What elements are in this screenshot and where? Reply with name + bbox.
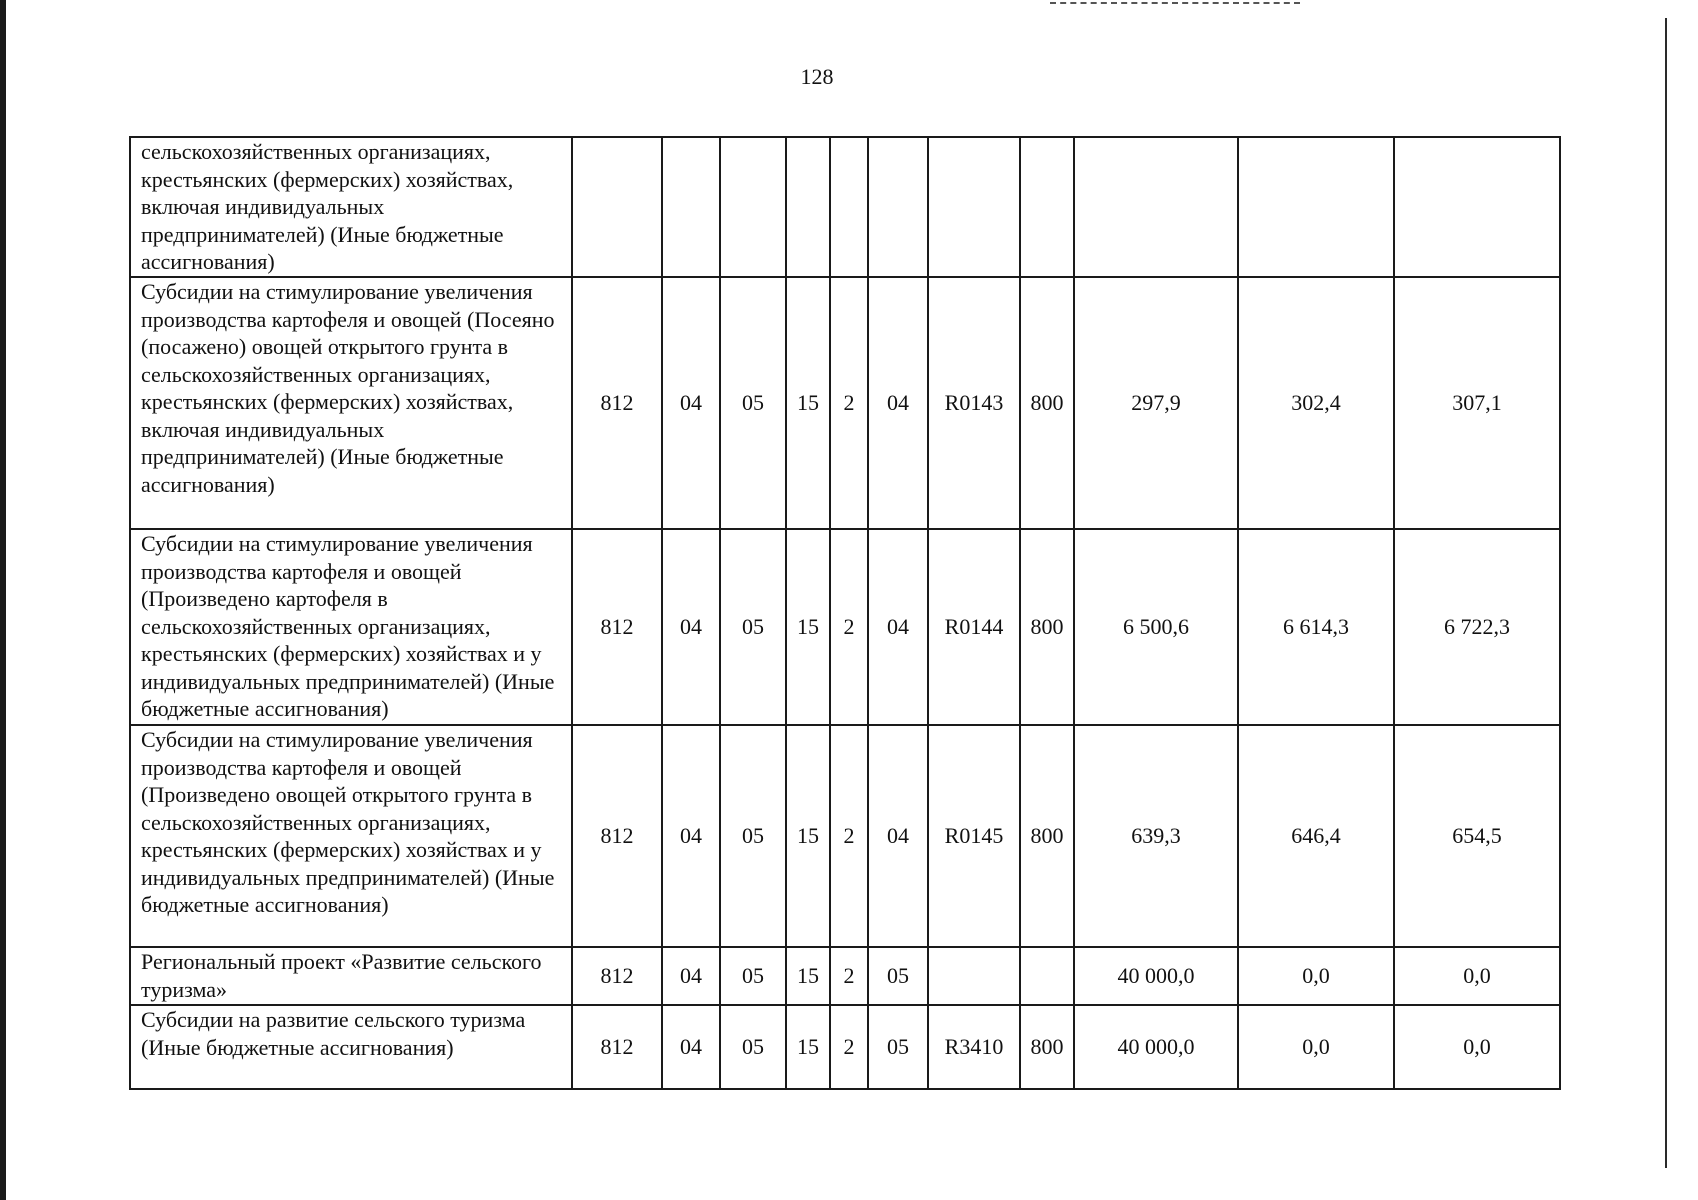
ministry-cell: 812 <box>572 947 662 1005</box>
scan-top-dashes <box>1050 2 1300 4</box>
row-number-cell <box>74 277 130 529</box>
year3-amount-cell <box>1394 137 1560 277</box>
year1-amount-cell <box>1074 137 1238 277</box>
event-cell: 05 <box>868 1005 928 1089</box>
year3-amount-cell: 6 722,3 <box>1394 529 1560 725</box>
section-cell <box>662 137 720 277</box>
subsection-cell: 05 <box>720 947 786 1005</box>
subsection-cell: 05 <box>720 529 786 725</box>
year3-amount-cell: 0,0 <box>1394 947 1560 1005</box>
scan-right-rule <box>1665 18 1667 1168</box>
page-number: 128 <box>800 64 834 89</box>
year2-amount-cell: 0,0 <box>1238 1005 1394 1089</box>
table-row <box>74 277 1560 529</box>
subprogram-cell: 2 <box>830 529 868 725</box>
program-cell: 15 <box>786 529 830 725</box>
year1-amount-cell: 639,3 <box>1074 725 1238 947</box>
section-cell: 04 <box>662 529 720 725</box>
description-cell: Субсидии на стимулирование увеличения производства картофеля и овощей (Произведено картофеля в сельскохозяйственных организациях, крестьянских (фермерских) хозяйствах и у индивидуальных предпринимателей) (Иные бюджетные ассигнования) <box>130 529 572 725</box>
expense-type-cell <box>1020 137 1074 277</box>
row-number-cell <box>74 1005 130 1089</box>
year1-amount-cell: 40 000,0 <box>1074 1005 1238 1089</box>
expense-type-cell <box>1020 947 1074 1005</box>
table-row <box>74 1005 1560 1089</box>
program-cell: 15 <box>786 277 830 529</box>
table-row <box>74 529 1560 725</box>
section-cell: 04 <box>662 725 720 947</box>
direction-cell <box>928 137 1020 277</box>
row-number-cell <box>74 529 130 725</box>
subprogram-cell: 2 <box>830 947 868 1005</box>
ministry-cell: 812 <box>572 1005 662 1089</box>
year1-amount-cell: 297,9 <box>1074 277 1238 529</box>
event-cell: 04 <box>868 725 928 947</box>
event-cell: 04 <box>868 529 928 725</box>
program-cell: 15 <box>786 1005 830 1089</box>
year1-amount-cell: 40 000,0 <box>1074 947 1238 1005</box>
program-cell: 15 <box>786 725 830 947</box>
subprogram-cell: 2 <box>830 1005 868 1089</box>
description-cell: Субсидии на стимулирование увеличения производства картофеля и овощей (Посеяно (посажено) овощей открытого грунта в сельскохозяйственных организациях, крестьянских (фермерских) хозяйствах, включая индивидуальных предпринимателей) (Иные бюджетные ассигнования) <box>130 277 572 529</box>
description-cell: Субсидии на развитие сельского туризма (Иные бюджетные ассигнования) <box>130 1005 572 1089</box>
section-cell: 04 <box>662 1005 720 1089</box>
row-number-cell <box>74 137 130 277</box>
year2-amount-cell: 0,0 <box>1238 947 1394 1005</box>
event-cell: 04 <box>868 277 928 529</box>
expense-type-cell: 800 <box>1020 1005 1074 1089</box>
direction-cell: R3410 <box>928 1005 1020 1089</box>
program-cell <box>786 137 830 277</box>
year2-amount-cell: 302,4 <box>1238 277 1394 529</box>
subprogram-cell: 2 <box>830 277 868 529</box>
subsection-cell: 05 <box>720 725 786 947</box>
direction-cell <box>928 947 1020 1005</box>
description-cell: Региональный проект «Развитие сельского туризма» <box>130 947 572 1005</box>
program-cell: 15 <box>786 947 830 1005</box>
year2-amount-cell: 646,4 <box>1238 725 1394 947</box>
table-row <box>74 725 1560 947</box>
section-cell: 04 <box>662 277 720 529</box>
subsection-cell: 05 <box>720 277 786 529</box>
direction-cell: R0144 <box>928 529 1020 725</box>
subprogram-cell: 2 <box>830 725 868 947</box>
year3-amount-cell: 0,0 <box>1394 1005 1560 1089</box>
year2-amount-cell <box>1238 137 1394 277</box>
row-number-cell <box>74 947 130 1005</box>
section-cell: 04 <box>662 947 720 1005</box>
event-cell <box>868 137 928 277</box>
scan-left-edge <box>0 0 6 1200</box>
year3-amount-cell: 307,1 <box>1394 277 1560 529</box>
year1-amount-cell: 6 500,6 <box>1074 529 1238 725</box>
description-cell: Субсидии на стимулирование увеличения производства картофеля и овощей (Произведено овощей открытого грунта в сельскохозяйственных организациях, крестьянских (фермерских) хозяйствах и у индивидуальных предпринимателей) (Иные бюджетные ассигнования) <box>130 725 572 947</box>
year3-amount-cell: 654,5 <box>1394 725 1560 947</box>
event-cell: 05 <box>868 947 928 1005</box>
ministry-cell <box>572 137 662 277</box>
budget-table <box>74 136 1561 1090</box>
expense-type-cell: 800 <box>1020 725 1074 947</box>
direction-cell: R0145 <box>928 725 1020 947</box>
subsection-cell <box>720 137 786 277</box>
direction-cell: R0143 <box>928 277 1020 529</box>
ministry-cell: 812 <box>572 529 662 725</box>
year2-amount-cell: 6 614,3 <box>1238 529 1394 725</box>
ministry-cell: 812 <box>572 277 662 529</box>
expense-type-cell: 800 <box>1020 529 1074 725</box>
table-row <box>74 137 1560 277</box>
subsection-cell: 05 <box>720 1005 786 1089</box>
subprogram-cell <box>830 137 868 277</box>
row-number-cell <box>74 725 130 947</box>
ministry-cell: 812 <box>572 725 662 947</box>
expense-type-cell: 800 <box>1020 277 1074 529</box>
table-row <box>74 947 1560 1005</box>
description-cell: сельскохозяйственных организациях, крестьянских (фермерских) хозяйствах, включая индивидуальных предпринимателей) (Иные бюджетные ассигнования) <box>130 137 572 277</box>
